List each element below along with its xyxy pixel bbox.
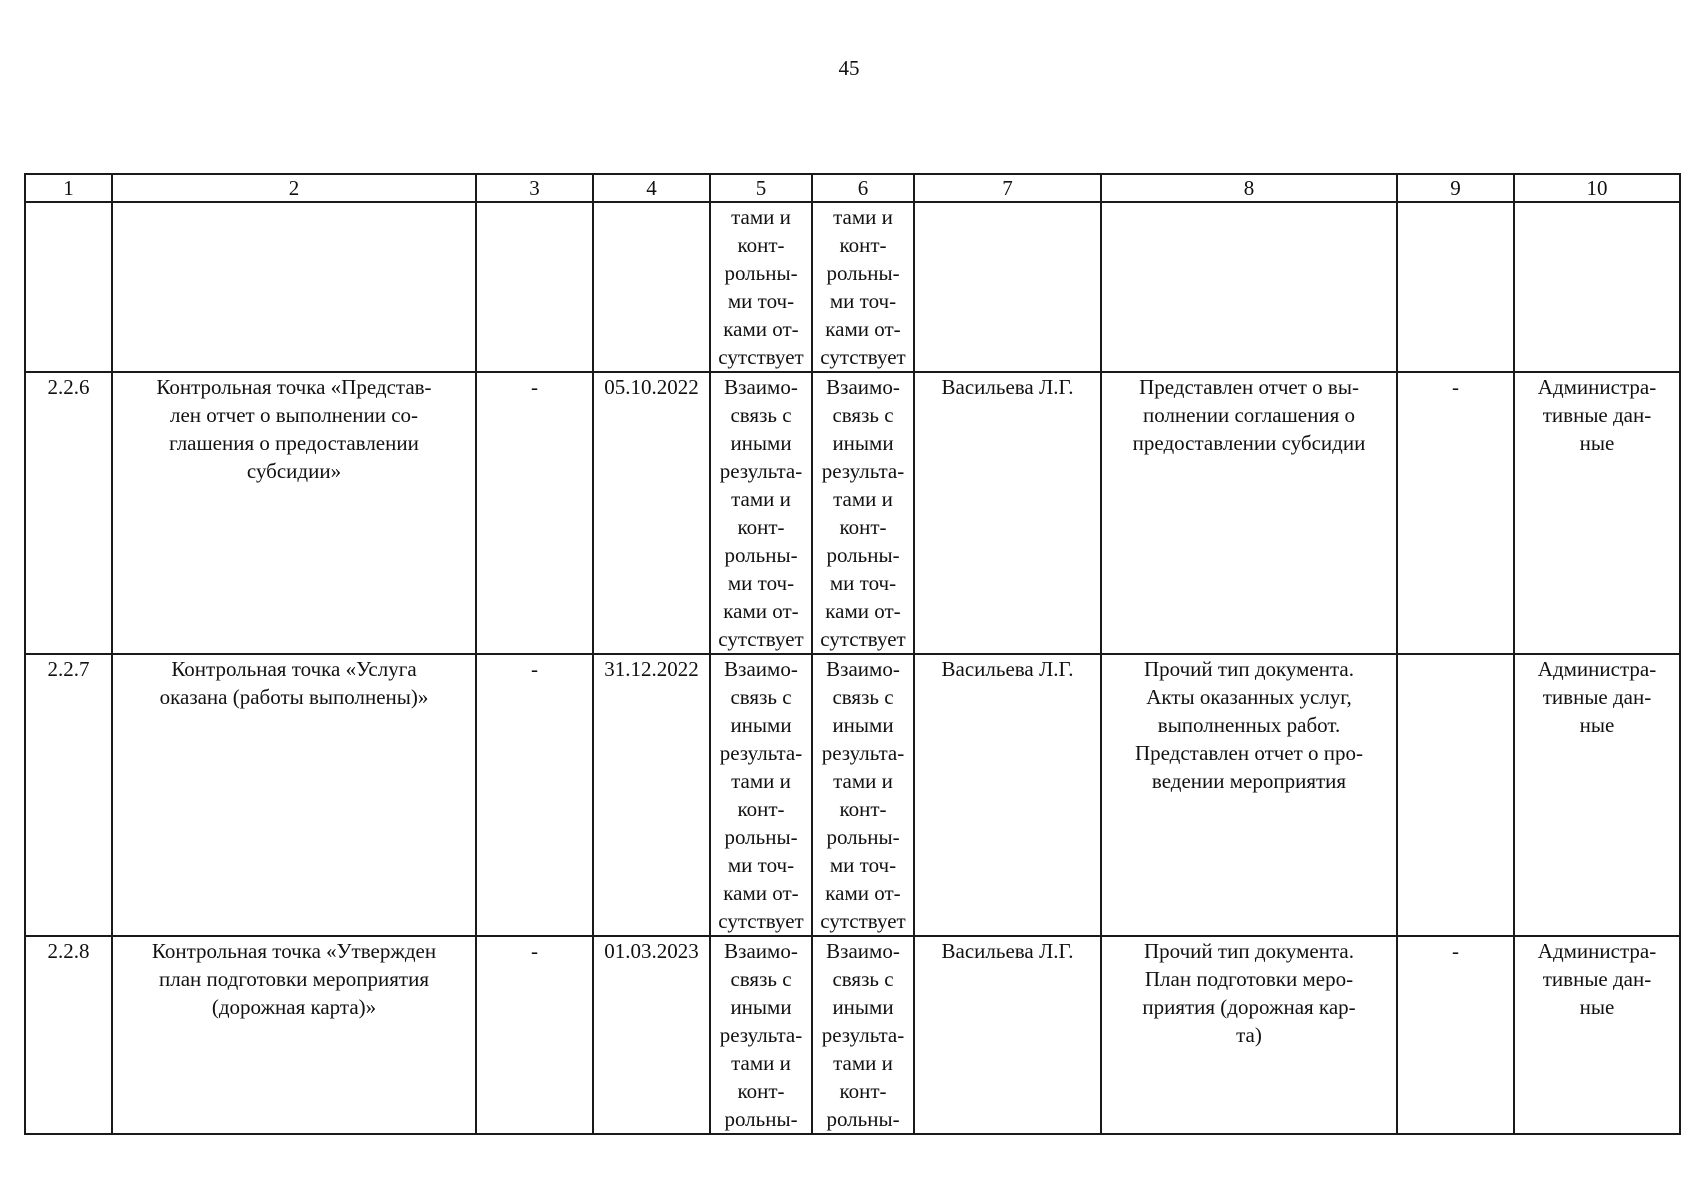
name-cell: Контрольная точка «Представ- лен отчет о выполнении со- глашения о предоставлении субсидии» [112, 372, 476, 654]
column-number: 1 [25, 174, 112, 202]
interrelation-cell: Взаимо- связь с иными результа- тами и конт- рольны- [812, 936, 914, 1134]
column-number: 7 [914, 174, 1101, 202]
document-table [24, 173, 1681, 1135]
document-type-cell: Представлен отчет о вы- полнении соглашения о предоставлении субсидии [1101, 372, 1397, 654]
row-number-cell [25, 202, 112, 372]
column-9-cell [1397, 202, 1514, 372]
table-row [25, 654, 1680, 936]
column-3-cell [476, 202, 593, 372]
page-number: 45 [838, 56, 860, 80]
interrelation-cell: Взаимо- связь с иными результа- тами и конт- рольны- ми точ- ками от- сутствует [812, 372, 914, 654]
column-number: 5 [710, 174, 812, 202]
interrelation-cell: Взаимо- связь с иными результа- тами и конт- рольны- ми точ- ками от- сутствует [710, 372, 812, 654]
column-9-cell: - [1397, 372, 1514, 654]
name-cell: Контрольная точка «Услуга оказана (работы выполнены)» [112, 654, 476, 936]
responsible-cell: Васильева Л.Г. [914, 936, 1101, 1134]
column-number: 9 [1397, 174, 1514, 202]
table-row [25, 202, 1680, 372]
interrelation-cell: Взаимо- связь с иными результа- тами и конт- рольны- [710, 936, 812, 1134]
date-cell: 05.10.2022 [593, 372, 710, 654]
data-source-cell: Администра- тивные дан- ные [1514, 372, 1680, 654]
name-cell: Контрольная точка «Утвержден план подготовки мероприятия (дорожная карта)» [112, 936, 476, 1134]
column-number-row [25, 174, 1680, 202]
table-row [25, 372, 1680, 654]
table-row [25, 936, 1680, 1134]
name-cell [112, 202, 476, 372]
column-number: 4 [593, 174, 710, 202]
column-3-cell: - [476, 936, 593, 1134]
date-cell: 01.03.2023 [593, 936, 710, 1134]
interrelation-cell: Взаимо- связь с иными результа- тами и конт- рольны- ми точ- ками от- сутствует [812, 654, 914, 936]
document-type-cell: Прочий тип документа. План подготовки меро- приятия (дорожная кар- та) [1101, 936, 1397, 1134]
column-9-cell [1397, 654, 1514, 936]
column-3-cell: - [476, 654, 593, 936]
data-source-cell: Администра- тивные дан- ные [1514, 654, 1680, 936]
date-cell: 31.12.2022 [593, 654, 710, 936]
column-number: 3 [476, 174, 593, 202]
interrelation-cell: тами и конт- рольны- ми точ- ками от- сутствует [710, 202, 812, 372]
column-number: 8 [1101, 174, 1397, 202]
row-number-cell: 2.2.8 [25, 936, 112, 1134]
responsible-cell [914, 202, 1101, 372]
interrelation-cell: тами и конт- рольны- ми точ- ками от- сутствует [812, 202, 914, 372]
column-number: 10 [1514, 174, 1680, 202]
data-source-cell: Администра- тивные дан- ные [1514, 936, 1680, 1134]
responsible-cell: Васильева Л.Г. [914, 654, 1101, 936]
document-type-cell [1101, 202, 1397, 372]
interrelation-cell: Взаимо- связь с иными результа- тами и конт- рольны- ми точ- ками от- сутствует [710, 654, 812, 936]
data-source-cell [1514, 202, 1680, 372]
column-number: 6 [812, 174, 914, 202]
column-9-cell: - [1397, 936, 1514, 1134]
responsible-cell: Васильева Л.Г. [914, 372, 1101, 654]
column-number: 2 [112, 174, 476, 202]
row-number-cell: 2.2.6 [25, 372, 112, 654]
date-cell [593, 202, 710, 372]
document-type-cell: Прочий тип документа. Акты оказанных услуг, выполненных работ. Представлен отчет о про- ведении мероприятия [1101, 654, 1397, 936]
row-number-cell: 2.2.7 [25, 654, 112, 936]
column-3-cell: - [476, 372, 593, 654]
